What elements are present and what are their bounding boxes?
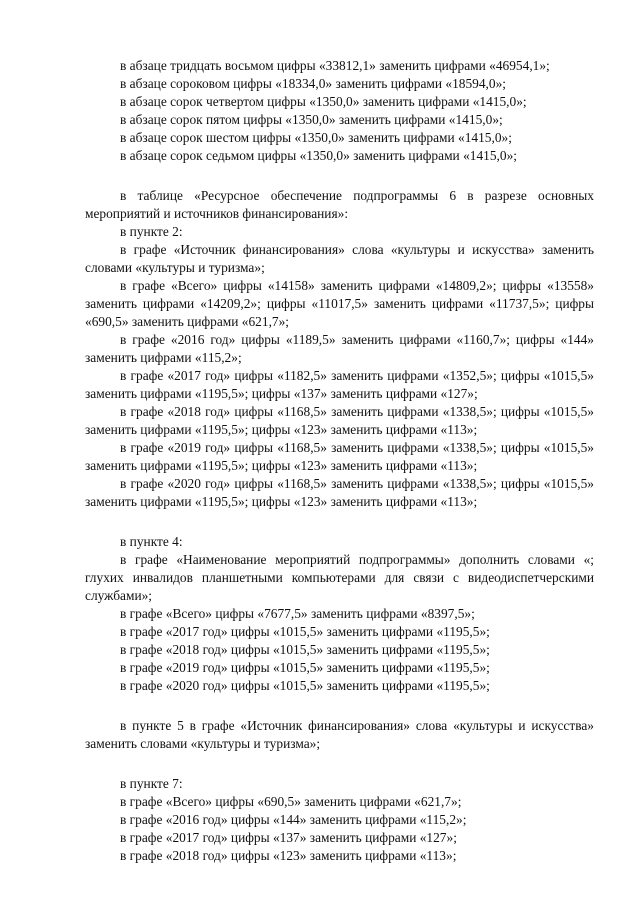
paragraph: в графе «2019 год» цифры «1168,5» заменить цифрами «1338,5»; цифры «1015,5» заменить цифрами «1195,5»; цифры «123» заменить цифрами «113»; (85, 440, 594, 473)
paragraph: в абзаце сорок четвертом цифры «1350,0» заменить цифрами «1415,0»; (120, 94, 527, 109)
paragraph: в графе «2018 год» цифры «1168,5» заменить цифрами «1338,5»; цифры «1015,5» заменить цифрами «1195,5»; цифры «123» заменить цифрами «113»; (85, 404, 594, 437)
paragraph: в абзаце сороковом цифры «18334,0» заменить цифрами «18594,0»; (120, 76, 507, 91)
paragraph: в пункте 5 в графе «Источник финансирования» слова «культуры и искусства» заменить словами «культуры и туризма»; (85, 718, 594, 751)
paragraph: в графе «Всего» цифры «690,5» заменить цифрами «621,7»; (120, 794, 462, 809)
paragraph: в пункте 2: (120, 224, 183, 239)
paragraph: в графе «2020 год» цифры «1015,5» заменить цифрами «1195,5»; (120, 678, 490, 693)
paragraph: в абзаце тридцать восьмом цифры «33812,1» заменить цифрами «46954,1»; (120, 58, 550, 73)
paragraph: в абзаце сорок пятом цифры «1350,0» заменить цифрами «1415,0»; (120, 112, 503, 127)
paragraph: в графе «2019 год» цифры «1015,5» заменить цифрами «1195,5»; (120, 660, 490, 675)
paragraph: в графе «2017 год» цифры «1015,5» заменить цифрами «1195,5»; (120, 624, 490, 639)
paragraph: в графе «2020 год» цифры «1168,5» заменить цифрами «1338,5»; цифры «1015,5» заменить цифрами «1195,5»; цифры «123» заменить цифрами «113»; (85, 476, 594, 509)
paragraph: в графе «Всего» цифры «14158» заменить цифрами «14809,2»; цифры «13558» заменить цифрами «14209,2»; цифры «11017,5» заменить цифрами «11737,5»; цифры «690,5» заменить цифрами «621,7»; (85, 278, 594, 329)
paragraph: в графе «2018 год» цифры «1015,5» заменить цифрами «1195,5»; (120, 642, 490, 657)
paragraph: в абзаце сорок седьмом цифры «1350,0» заменить цифрами «1415,0»; (120, 148, 517, 163)
paragraph: в графе «2018 год» цифры «123» заменить цифрами «113»; (120, 848, 457, 863)
paragraph: в пункте 7: (120, 776, 183, 791)
paragraph: в графе «2016 год» цифры «144» заменить цифрами «115,2»; (120, 812, 467, 827)
paragraph: в абзаце сорок шестом цифры «1350,0» заменить цифрами «1415,0»; (120, 130, 512, 145)
paragraph: в графе «2016 год» цифры «1189,5» заменить цифрами «1160,7»; цифры «144» заменить цифрами «115,2»; (85, 332, 594, 365)
paragraph: в графе «2017 год» цифры «137» заменить цифрами «127»; (120, 830, 457, 845)
paragraph: в графе «Наименование мероприятий подпрограммы» дополнить словами «; глухих инвалидов планшетными компьютерами для связи с видеодиспетчерскими службами»; (85, 552, 594, 603)
paragraph: в графе «2017 год» цифры «1182,5» заменить цифрами «1352,5»; цифры «1015,5» заменить цифрами «1195,5»; цифры «137» заменить цифрами «127»; (85, 368, 594, 401)
paragraph: в графе «Всего» цифры «7677,5» заменить цифрами «8397,5»; (120, 606, 475, 621)
paragraph: в пункте 4: (120, 534, 183, 549)
paragraph: в таблице «Ресурсное обеспечение подпрограммы 6 в разрезе основных мероприятий и источников финансирования»: (85, 188, 594, 221)
paragraph: в графе «Источник финансирования» слова «культуры и искусства» заменить словами «культуры и туризма»; (85, 242, 594, 275)
